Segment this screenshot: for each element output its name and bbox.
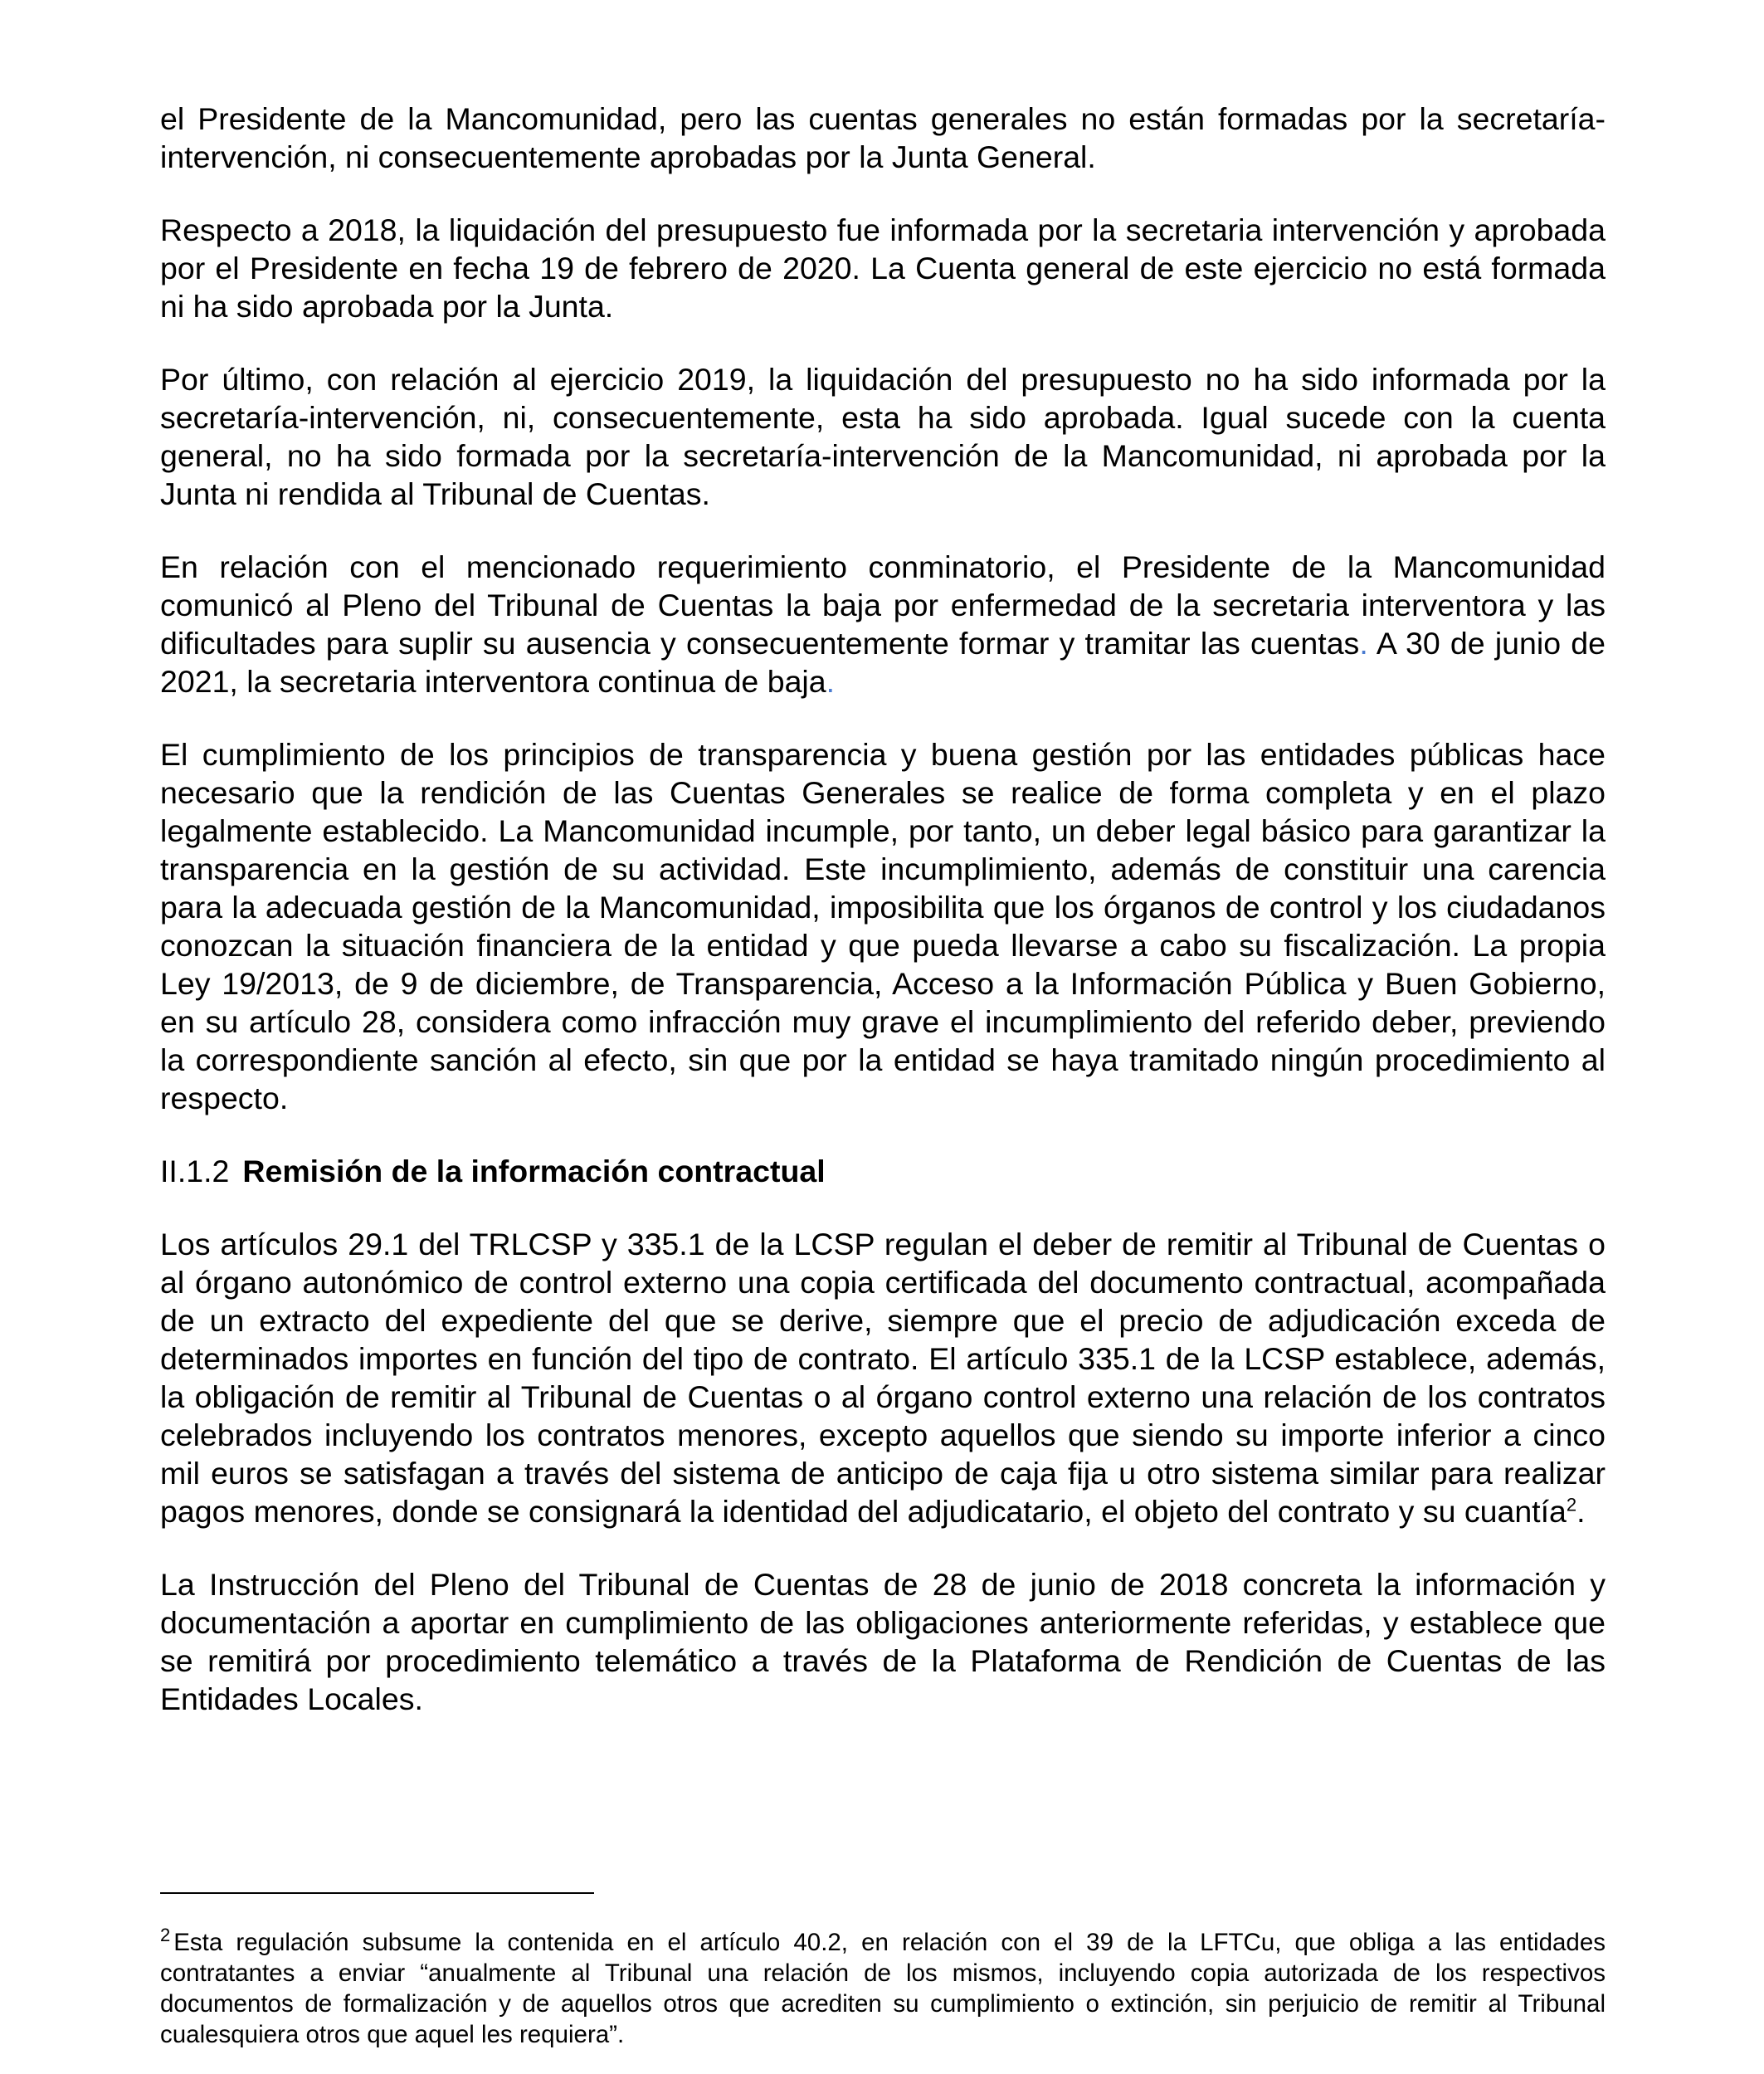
section-title: Remisión de la información contractual [242,1154,826,1188]
paragraph-remision-text: Los artículos 29.1 del TRLCSP y 335.1 de la LCSP regulan el deber de remitir al Tribunal de Cuentas o al órgano autonómico de control externo una copia certificada del documento contractual, acompañada de un extracto del expediente del que se derive, siempre que el precio de adjudicación exceda de determinados importes en función del tipo de contrato. El artículo 335.1 de la LCSP establece, además, la obligación de remitir al Tribunal de Cuentas o al órgano control externo una relación de los contratos celebrados incluyendo los contratos menores, excepto aquellos que siendo su importe inferior a cinco mil euros se satisfagan a través del sistema de anticipo de caja fija u otro sistema similar para realizar pagos menores, donde se consignará la identidad del adjudicatario, el objeto del contrato y su cuantía [160,1227,1606,1529]
footnote-reference[interactable]: 2 [1566,1494,1577,1515]
paragraph-remision-contratos [160,1225,1606,1530]
document-body [160,100,1606,1753]
footnote-marker: 2 [160,1925,171,1946]
paragraph-2018: Respecto a 2018, la liquidación del presupuesto fue informada por la secretaria intervención y aprobada por el Presidente en fecha 19 de febrero de 2020. La Cuenta general de este ejercicio no está formada ni ha sido aprobada por la Junta. [160,212,1606,324]
footnote-text: Esta regulación subsume la contenida en el artículo 40.2, en relación con el 39 de la LFTCu, que obliga a las entidades contratantes a enviar “anualmente al Tribunal una relación de los mismos, incluyendo copia autorizada de los respectivos documentos de formalización y de aquellos otros que acrediten su cumplimiento o extinción, sin perjuicio de remitir al Tribunal cualesquiera otros que aquel les requiera”. [160,1929,1606,2048]
footnote [160,1927,1606,2050]
paragraph-instruccion: La Instrucción del Pleno del Tribunal de Cuentas de 28 de junio de 2018 concreta la información y documentación a aportar en cumplimiento de las obligaciones anteriormente referidas, y establece que se remitirá por procedimiento telemático a través de la Plataforma de Rendición de Cuentas de las Entidades Locales. [160,1567,1606,1716]
period-mark: . [826,664,836,699]
section-heading [160,1152,1606,1190]
paragraph-requerimiento [160,548,1606,700]
paragraph-requerimiento-part2: A 30 de junio de 2021, la secretaria interventora continua de baja [160,626,1606,699]
section-number: II.1.2 [160,1154,230,1188]
paragraph-mancomunidad-cuentas: el Presidente de la Mancomunidad, pero las cuentas generales no están formadas por la secretaría-intervención, ni consecuentemente aprobadas por la Junta General. [160,101,1606,174]
paragraph-2019: Por último, con relación al ejercicio 2019, la liquidación del presupuesto no ha sido informada por la secretaría-intervención, ni, consecuentemente, esta ha sido aprobada. Igual sucede con la cuenta general, no ha sido formada por la secretaría-intervención de la Mancomunidad, ni aprobada por la Junta ni rendida al Tribunal de Cuentas. [160,362,1606,511]
paragraph-remision-end: . [1576,1494,1586,1529]
footnote-separator [160,1892,594,1894]
period-mark: . [1359,626,1368,661]
paragraph-requerimiento-part1: En relación con el mencionado requerimiento conminatorio, el Presidente de la Mancomunidad comunicó al Pleno del Tribunal de Cuentas la baja por enfermedad de la secretaria interventora y las dificultades para suplir su ausencia y consecuentemente formar y tramitar las cuentas [160,549,1606,661]
paragraph-transparencia: El cumplimiento de los principios de transparencia y buena gestión por las entidades públicas hace necesario que la rendición de las Cuentas Generales se realice de forma completa y en el plazo legalmente establecido. La Mancomunidad incumple, por tanto, un deber legal básico para garantizar la transparencia en la gestión de su actividad. Este incumplimiento, además de constituir una carencia para la adecuada gestión de la Mancomunidad, imposibilita que los órganos de control y los ciudadanos conozcan la situación financiera de la entidad y que pueda llevarse a cabo su fiscalización. La propia Ley 19/2013, de 9 de diciembre, de Transparencia, Acceso a la Información Pública y Buen Gobierno, en su artículo 28, considera como infracción muy grave el incumplimiento del referido deber, previendo la correspondiente sanción al efecto, sin que por la entidad se haya tramitado ningún procedimiento al respecto. [160,737,1606,1115]
